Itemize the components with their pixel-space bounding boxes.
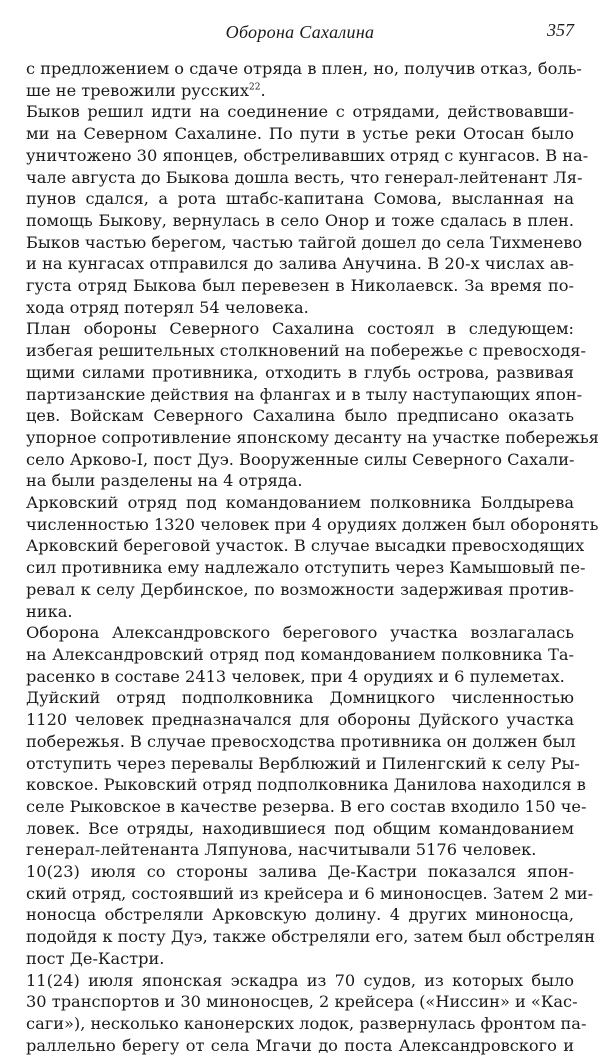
text-line: ревал к селу Дербинское, по возможности задерживая против- (26, 579, 574, 599)
footnote-ref[interactable]: 22 (249, 82, 261, 93)
text-line: на Александровский отряд под командованием полковника Та- (26, 644, 574, 664)
text-line: 11(24) июля японская эскадра из 70 судов, из которых было (26, 970, 574, 990)
text-line: хода отряд потерял 54 человека. (26, 297, 309, 317)
text-line: численностью 1320 человек при 4 орудиях должен был оборонять (26, 514, 599, 534)
text-line: ше не тревожили русских$^{22}$. (26, 80, 266, 100)
text-line: чале августа до Быкова дошла весть, что генерал-лейтенант Ля- (26, 167, 583, 187)
text-line: Арковский отряд под командованием полковника Болдырева (26, 493, 574, 513)
text-line: 10(23) июля со стороны залива Де-Кастри показался япон- (26, 862, 574, 882)
paragraph (26, 58, 582, 101)
paragraph (26, 687, 587, 861)
text-line: Арковский береговой участок. В случае высадки превосходящих (26, 536, 585, 556)
text-line: 30 транспортов и 30 миноносцев, 2 крейсера («Ниссин» и «Кас- (26, 992, 578, 1012)
text-line: щими силами противника, отходить в глубь острова, развивая (26, 362, 574, 382)
text-line: План обороны Северного Сахалина состоял в следующем: (26, 319, 574, 339)
text-line: цев. Войскам Северного Сахалина было предписано оказать (26, 406, 574, 426)
text-line: село Арково-I, пост Дуэ. Вооруженные силы Северного Сахали- (26, 449, 575, 469)
text-line: ский отряд, состоявший из крейсера и 6 миноносцев. Затем 2 ми- (26, 883, 594, 903)
text-line: на были разделены на 4 отряда. (26, 471, 303, 491)
text-line: и на кунгасах отправился до залива Анучина. В 20-х числах ав- (26, 254, 574, 274)
text-line: с предложением о сдаче отряда в плен, но, получив отказ, боль- (26, 59, 582, 78)
text-line: отступить через перевалы Верблюжий и Пиленгский к селу Ры- (26, 753, 580, 773)
text-line: пост Де-Кастри. (26, 948, 165, 968)
text-line: пунов сдался, а рота штабс-капитана Сомова, высланная на (26, 189, 574, 209)
text-line: 1120 человек предназначался для обороны Дуйского участка (26, 710, 574, 730)
paragraph (26, 622, 574, 687)
text-line: ника. (26, 601, 73, 621)
text-line: побережья. В случае превосходства противника он должен был (26, 731, 576, 751)
text-line: ковское. Рыковский отряд подполковника Данилова находился в (26, 775, 586, 795)
text-line: густа отряд Быкова был перевезен в Николаевск. За время по- (26, 276, 574, 296)
text-line: Дуйский отряд подполковника Домницкого численностью (26, 688, 574, 708)
text-line: генерал-лейтенанта Ляпунова, насчитывали 5176 человек. (26, 840, 537, 860)
paragraph (26, 861, 596, 970)
paragraph (26, 318, 599, 492)
text-line: селе Рыковское в качестве резерва. В его состав входило 150 че- (26, 796, 587, 816)
text-line: Быков решил идти на соединение с отрядами, действовавши- (26, 102, 574, 122)
body-text (26, 58, 599, 1056)
running-title: Оборона Сахалина (225, 22, 375, 42)
page-header (26, 14, 574, 54)
text-line: упорное сопротивление японскому десанту на участке побережья (26, 427, 599, 447)
text-line: уничтожено 30 японцев, обстреливавших отряд с кунгасов. В на- (26, 145, 589, 165)
paragraph (26, 101, 589, 318)
text-line: помощь Быкову, вернулась в село Онор и тоже сдалась в плен. (26, 210, 574, 230)
text-line: Быков частью берегом, частью тайгой дошел до села Тихменево (26, 232, 583, 252)
punctuation: . (260, 80, 266, 100)
page-number: 357 (547, 20, 574, 40)
paragraph (26, 970, 587, 1056)
text-line: избегая решительных столкновений на побережье с превосходя- (26, 341, 586, 361)
text-line: Оборона Александровского берегового участка возлагалась (26, 623, 574, 643)
text-line: ловек. Все отряды, находившиеся под общим командованием (26, 818, 574, 838)
text-line: саги»), несколько канонерских лодок, развернулась фронтом па- (26, 1013, 587, 1033)
text-line: ми на Северном Сахалине. По пути в устье реки Отосан было (26, 124, 574, 144)
text-line: расенко в составе 2413 человек, при 4 орудиях и 6 пулеметах. (26, 666, 565, 686)
text-line: раллельно берегу от села Мгачи до поста Александровского и (26, 1035, 574, 1055)
text-line: партизанские действия на флангах и в тылу наступающих япон- (26, 384, 583, 404)
text-line: подойдя к посту Дуэ, также обстреляли его, затем был обстрелян (26, 927, 596, 947)
paragraph (26, 492, 599, 622)
text-line: ноносца обстреляли Арковскую долину. 4 других миноносца, (26, 905, 574, 925)
text-line: сил противника ему надлежало отступить через Камышовый пе- (26, 558, 586, 578)
